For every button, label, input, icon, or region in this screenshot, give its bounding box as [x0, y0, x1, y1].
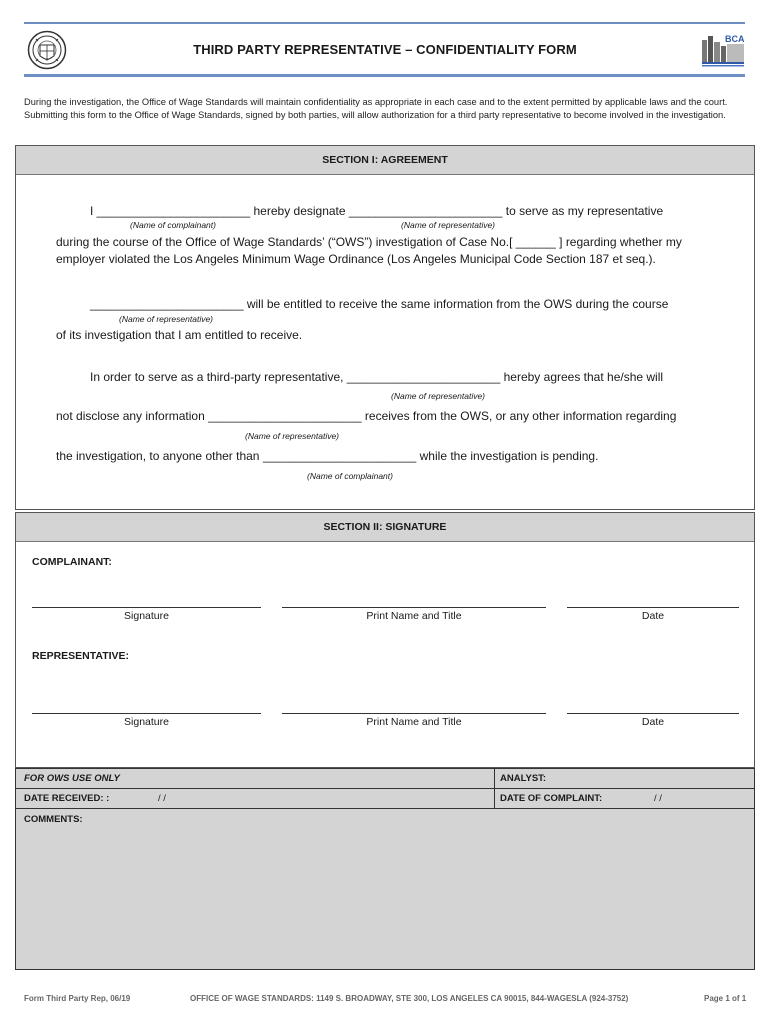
- confidentiality-line-1[interactable]: In order to serve as a third-party representative, _______________________ hereby agrees that he/she will: [90, 370, 664, 384]
- complainant-date-field[interactable]: [567, 607, 739, 608]
- entitlement-line[interactable]: _______________________ will be entitled to receive the same information from the OWS during the course: [90, 297, 669, 311]
- complainant-label: COMPLAINANT:: [32, 556, 112, 568]
- print-name-caption: Print Name and Title: [366, 610, 462, 622]
- signature-caption: Signature: [124, 716, 169, 728]
- date-received-slashes: / /: [158, 793, 166, 804]
- agreement-case-line[interactable]: during the course of the Office of Wage Standards’ (“OWS”) investigation of Case No.[ ______ ] regarding whether my: [56, 235, 682, 249]
- confidentiality-line-2[interactable]: not disclose any information _______________________ receives from the OWS, or any other information regarding: [56, 409, 677, 423]
- ows-column-divider: [494, 769, 495, 809]
- caption-representative-name: (Name of representative): [391, 391, 486, 401]
- footer-page-number: Page 1 of 1: [704, 994, 747, 1003]
- caption-representative-name: (Name of representative): [119, 314, 214, 324]
- comments-field[interactable]: COMMENTS:: [24, 814, 83, 825]
- complainant-print-name-field[interactable]: [282, 607, 546, 608]
- section-agreement: [15, 145, 755, 510]
- date-of-complaint-slashes: / /: [654, 793, 662, 804]
- caption-complainant-name: (Name of complainant): [307, 471, 393, 481]
- confidentiality-line-3[interactable]: the investigation, to anyone other than _______________________ while the investigation is pending.: [56, 449, 599, 463]
- date-caption: Date: [641, 716, 665, 728]
- caption-representative-name: (Name of representative): [401, 220, 496, 230]
- caption-representative-name: (Name of representative): [245, 431, 340, 441]
- ows-use-only-panel: [15, 768, 755, 970]
- ows-row-1: [16, 769, 754, 789]
- representative-date-field[interactable]: [567, 713, 739, 714]
- bca-logo-text: BCA: [725, 34, 745, 44]
- ows-use-only-label: FOR OWS USE ONLY: [24, 773, 120, 784]
- section-signature: [15, 512, 755, 768]
- print-name-caption: Print Name and Title: [366, 716, 462, 728]
- agreement-ordinance-line: employer violated the Los Angeles Minimum Wage Ordinance (Los Angeles Municipal Code Section 187 et seq.).: [56, 252, 656, 266]
- date-received-field[interactable]: DATE RECEIVED: :: [24, 793, 110, 804]
- date-of-complaint-field[interactable]: DATE OF COMPLAINT:: [500, 793, 603, 804]
- form-title: THIRD PARTY REPRESENTATIVE – CONFIDENTIALITY FORM: [193, 42, 577, 57]
- footer-address: OFFICE OF WAGE STANDARDS: 1149 S. BROADWAY, STE 300, LOS ANGELES CA 90015, 844-WAGESLA (924-3752): [190, 994, 629, 1003]
- section-signature-heading: SECTION II: SIGNATURE: [16, 513, 754, 542]
- footer-form-id: Form Third Party Rep, 06/19: [24, 994, 131, 1003]
- representative-print-name-field[interactable]: [282, 713, 546, 714]
- caption-complainant-name: (Name of complainant): [130, 220, 216, 230]
- header-top-rule: [24, 22, 745, 24]
- bca-logo-icon: [700, 32, 746, 68]
- date-caption: Date: [641, 610, 665, 622]
- header-bottom-rule: [24, 74, 745, 77]
- entitlement-line-2: of its investigation that I am entitled to receive.: [56, 328, 303, 342]
- representative-label: REPRESENTATIVE:: [32, 650, 130, 662]
- ows-row-2: [16, 789, 754, 809]
- signature-caption: Signature: [124, 610, 169, 622]
- representative-signature-field[interactable]: [32, 713, 261, 714]
- section-agreement-heading: SECTION I: AGREEMENT: [16, 146, 754, 175]
- agreement-designation-line[interactable]: I _______________________ hereby designate _______________________ to serve as my representative: [90, 204, 664, 218]
- analyst-field[interactable]: ANALYST:: [500, 773, 547, 784]
- intro-paragraph: During the investigation, the Office of Wage Standards will maintain confidentiality as appropriate in each case and to the extent permitted by applicable laws and the court. Submitting this form to the Office of Wage Standards, signed by both parties, will allow authorization for a third party representative to become involved in the investigation.: [24, 97, 728, 120]
- complainant-signature-field[interactable]: [32, 607, 261, 608]
